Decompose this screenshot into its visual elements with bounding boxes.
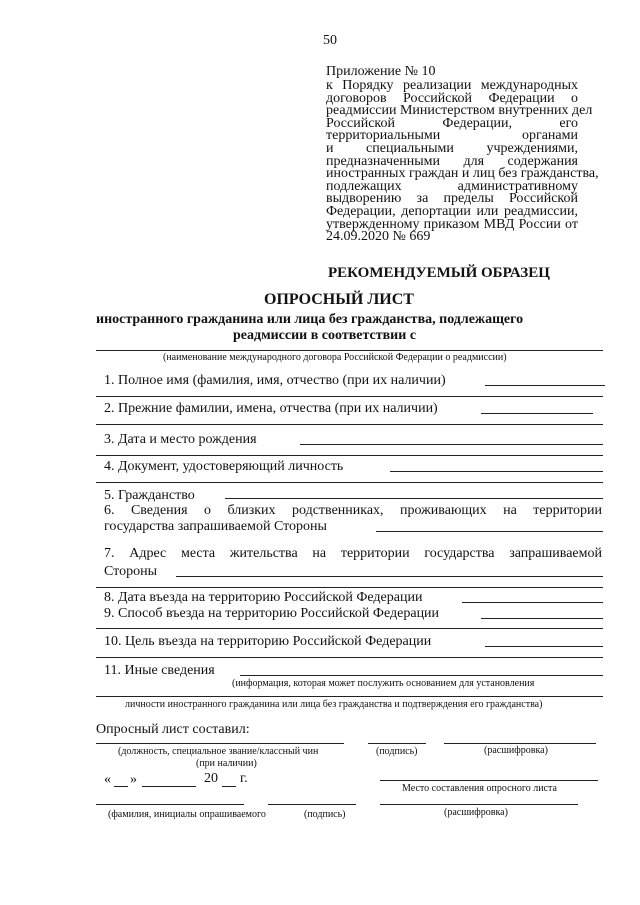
other-info-caption-1: (информация, которая может послужить основанием для установления (232, 678, 535, 689)
item-1-field-continued[interactable] (96, 396, 603, 397)
item-2-label: 2. Прежние фамилии, имена, отчества (при их наличии) (104, 401, 438, 416)
signature-caption: (подпись) (376, 746, 418, 757)
appendix-line: к Порядку реализации международных (326, 78, 578, 93)
item-8-field[interactable] (462, 602, 603, 603)
page-number: 50 (323, 33, 337, 48)
respondent-signature-field[interactable] (268, 804, 356, 805)
item-11-field-continued[interactable] (96, 696, 603, 697)
item-10-field-continued[interactable] (96, 657, 603, 658)
treaty-caption: (наименование международного договора Российской Федерации о реадмиссии) (163, 352, 507, 363)
position-caption: (должность, специальное звание/классный чин (118, 746, 319, 757)
other-info-caption-2: личности иностранного гражданина или лица без гражданства и подтверждения его гражданства) (125, 699, 543, 710)
appendix-line: и специальными учреждениями, (326, 140, 578, 156)
date-year-field[interactable] (222, 786, 236, 787)
form-subtitle-line-2: реадмиссии в соответствии с (233, 328, 417, 343)
recommended-sample-heading: РЕКОМЕНДУЕМЫЙ ОБРАЗЕЦ (328, 265, 550, 281)
position-field[interactable] (96, 743, 344, 744)
item-3-field[interactable] (300, 444, 603, 445)
date-month-field[interactable] (142, 786, 196, 787)
appendix-line: реадмиссии Министерством внутренних дел (326, 103, 593, 119)
date-quote-close: » (130, 772, 137, 787)
item-2-field[interactable] (481, 413, 593, 414)
item-7-field[interactable] (176, 576, 603, 577)
date-year-prefix: 20 (204, 771, 218, 786)
item-9-label: 9. Способ въезда на территорию Российской Федерации (104, 606, 440, 621)
appendix-line: договоров Российской Федерации о (326, 90, 578, 106)
appendix-text (326, 78, 599, 245)
appendix-line: предназначенными для содержания (326, 153, 578, 169)
position-caption-continued: (при наличии) (196, 758, 257, 769)
respondent-decoding-field[interactable] (380, 804, 578, 805)
item-2-field-continued[interactable] (96, 424, 603, 425)
appendix-line: Российской Федерации, его (326, 115, 578, 131)
respondent-signature-caption: (подпись) (304, 809, 346, 820)
item-7-field-continued[interactable] (96, 587, 603, 588)
item-5-label: 5. Гражданство (104, 488, 195, 503)
item-9-field-continued[interactable] (96, 628, 603, 629)
appendix-line: Федерации, депортации или реадмиссии, (326, 203, 578, 219)
item-7-label: 7. Адрес места жительства на территории государства запрашиваемой (104, 546, 602, 561)
form-title: ОПРОСНЫЙ ЛИСТ (264, 291, 414, 308)
signature-field[interactable] (368, 743, 426, 744)
respondent-name-field[interactable] (96, 804, 244, 805)
item-3-field-continued[interactable] (96, 455, 603, 456)
item-6-label-continued: государства запрашиваемой Стороны (104, 519, 327, 534)
respondent-caption: (фамилия, инициалы опрашиваемого (108, 809, 266, 820)
form-subtitle-line-1: иностранного гражданина или лица без гражданства, подлежащего (96, 312, 524, 327)
item-7-label-continued: Стороны (104, 564, 157, 579)
decoding-field[interactable] (444, 743, 596, 744)
item-6-field[interactable] (376, 531, 603, 532)
item-4-field-continued[interactable] (96, 482, 603, 483)
date-quote-open: « (104, 772, 111, 787)
appendix-title: Приложение № 10 (326, 64, 436, 79)
item-6-label: 6. Сведения о близких родственниках, проживающих на территории (104, 503, 602, 518)
item-10-field[interactable] (485, 646, 603, 647)
item-3-label: 3. Дата и место рождения (104, 432, 257, 447)
appendix-line: 24.09.2020 № 669 (326, 229, 431, 245)
appendix-line: подлежащих административному (326, 178, 578, 194)
appendix-line: утвержденному приказом МВД России от (326, 216, 578, 232)
item-1-field[interactable] (485, 385, 605, 386)
item-4-field[interactable] (390, 471, 603, 472)
item-11-label: 11. Иные сведения (104, 663, 215, 678)
item-8-label: 8. Дата въезда на территорию Российской Федерации (104, 590, 423, 605)
place-field[interactable] (380, 780, 598, 781)
place-caption: Место составления опросного листа (402, 783, 557, 794)
item-11-field[interactable] (240, 675, 603, 676)
date-year-suffix: г. (240, 771, 248, 786)
item-1-label: 1. Полное имя (фамилия, имя, отчество (при их наличии) (104, 373, 446, 388)
treaty-name-line[interactable] (96, 350, 603, 351)
appendix-line: выдворению за пределы Российской (326, 191, 578, 207)
item-4-label: 4. Документ, удостоверяющий личность (104, 459, 344, 474)
item-5-field[interactable] (225, 498, 603, 499)
date-day-field[interactable] (114, 786, 128, 787)
item-9-field[interactable] (481, 618, 603, 619)
decoding-caption: (расшифровка) (484, 745, 548, 756)
appendix-line: территориальными органами (326, 128, 578, 144)
item-10-label: 10. Цель въезда на территорию Российской Федерации (104, 634, 432, 649)
appendix-line: иностранных граждан и лиц без гражданства, (326, 166, 599, 182)
compiled-by-label: Опросный лист составил: (96, 722, 250, 737)
respondent-decoding-caption: (расшифровка) (444, 807, 508, 818)
